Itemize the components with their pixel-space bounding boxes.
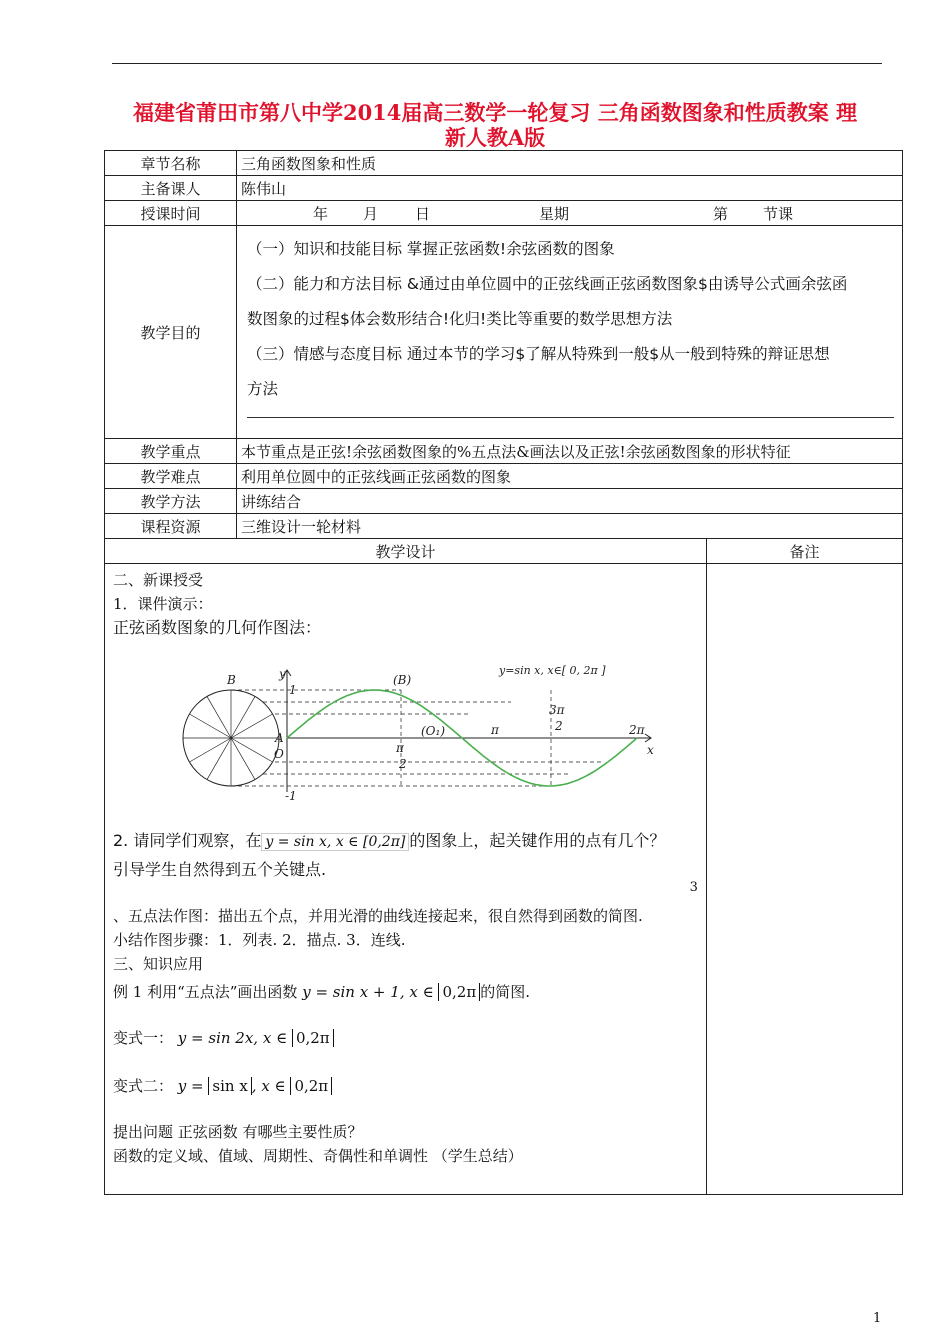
time-week: 星期	[538, 204, 569, 223]
time-di: 第	[712, 204, 728, 223]
teacher-value: 陈伟山	[236, 176, 902, 201]
method-value: 讲练结合	[236, 489, 902, 514]
properties-question: 提出问题 正弦函数 有哪些主要性质？	[113, 1123, 363, 1141]
teacher-label: 主备课人	[105, 176, 237, 201]
time-jie: 节课	[762, 204, 793, 223]
key-label: 教学重点	[105, 439, 237, 464]
goals-rule	[247, 417, 894, 418]
sine-construction-figure	[171, 640, 691, 815]
remark-header: 备注	[706, 539, 902, 564]
section-3-title: 三、知识应用	[113, 955, 204, 973]
demo-heading: 1．课件演示：	[113, 595, 213, 613]
goal-1: （一）知识和技能目标 掌握正弦函数!余弦函数的图象	[246, 240, 615, 258]
label-one: 1	[289, 683, 297, 697]
row-difficulty	[105, 464, 903, 489]
label-O: O	[274, 747, 284, 761]
label-3pi-num: 3π	[549, 703, 565, 717]
goal-2a: （二）能力和方法目标 &通过由单位圆中的正弦线画正弦函数图象$由诱导公式画余弦函	[246, 275, 848, 293]
label-A: A	[275, 731, 284, 745]
label-pi-over-2-den: 2	[399, 757, 407, 771]
label-2pi: 2π	[629, 723, 645, 737]
row-time	[105, 201, 903, 226]
label-pi: π	[491, 723, 499, 737]
goal-3b: 方法	[246, 380, 278, 398]
goal-2b: 数图象的过程$体会数形结合!化归!类比等重要的数学思想方法	[246, 310, 673, 328]
resources-label: 课程资源	[105, 514, 237, 539]
row-method	[105, 489, 903, 514]
label-B: B	[227, 673, 236, 687]
doc-title-line1: 福建省莆田市第八中学2014届高三数学一轮复习 三角函数图象和性质教案 理	[132, 100, 858, 125]
row-key	[105, 439, 903, 464]
chapter-value: 三角函数图象和性质	[236, 151, 902, 176]
doc-title-line2: 新人教A版	[444, 125, 546, 150]
row-chapter	[105, 151, 903, 176]
time-value	[236, 201, 902, 226]
label-B-prime: (B)	[393, 673, 412, 687]
time-year: 年	[312, 204, 328, 223]
chapter-label: 章节名称	[105, 151, 237, 176]
row-design-head	[105, 539, 903, 564]
lesson-plan-table	[104, 150, 903, 1195]
goal-label: 教学目的	[105, 226, 237, 439]
design-header: 教学设计	[105, 539, 707, 564]
label-3pi-den: 2	[555, 719, 563, 733]
goal-3a: （三）情感与态度目标 通过本节的学习$了解从特殊到一般$从一般到特殊的辩证思想	[246, 345, 830, 363]
time-label: 授课时间	[105, 201, 237, 226]
section-2-title: 二、新课授受	[113, 571, 204, 589]
header-rule	[112, 63, 882, 64]
variant-1: 变式一： y = sin 2x, x ∈ 0,2π	[113, 1026, 698, 1050]
row-resources	[105, 514, 903, 539]
time-month: 月	[362, 204, 378, 223]
drawing-steps: 小结作图步骤：1．列表. 2．描点. 3．连线.	[113, 931, 406, 949]
page-number: 1	[873, 1311, 882, 1326]
question-2-guide: 引导学生自然得到五个关键点.	[113, 860, 327, 879]
five-point-method: 、五点法作图：描出五个点，并用光滑的曲线连接起来，很自然得到函数的简图.	[113, 907, 643, 925]
row-teacher	[105, 176, 903, 201]
label-x: x	[647, 743, 654, 757]
page-marker-3: 3	[689, 880, 698, 895]
goals-block	[237, 226, 902, 418]
label-y: y	[279, 667, 286, 681]
remarks-cell	[706, 564, 902, 1195]
time-day: 日	[414, 204, 430, 223]
variant-2: 变式二： y = sin x , x ∈ 0,2π	[113, 1074, 698, 1098]
method-label: 教学方法	[105, 489, 237, 514]
figure-title: 正弦函数图象的几何作图法：	[113, 618, 322, 637]
properties-list: 函数的定义域、值域、周期性、奇偶性和单调性 （学生总结）	[113, 1147, 523, 1165]
question-2: 2. 请同学们观察，在 y = sin x, x ∈ [0,2π] 的图象上，起关键作用的点有几个？	[113, 831, 666, 850]
resources-value: 三维设计一轮材料	[236, 514, 902, 539]
label-equation: y=sin x, x∈[ 0, 2π ]	[499, 664, 606, 677]
difficulty-label: 教学难点	[105, 464, 237, 489]
row-goals	[105, 226, 903, 439]
label-O1: (O₁)	[421, 724, 446, 738]
row-design-body	[105, 564, 903, 1195]
key-value: 本节重点是正弦!余弦函数图象的%五点法&画法以及正弦!余弦函数图象的形状特征	[236, 439, 902, 464]
design-content	[105, 564, 707, 1195]
example-1: 例 1 利用“五点法”画出函数 y = sin x + 1, x ∈ 0,2π 的简图.	[113, 983, 530, 1001]
label-pi-over-2-num: π	[396, 741, 404, 755]
label-neg-one: -1	[285, 789, 297, 803]
difficulty-value: 利用单位圆中的正弦线画正弦函数的图象	[236, 464, 902, 489]
